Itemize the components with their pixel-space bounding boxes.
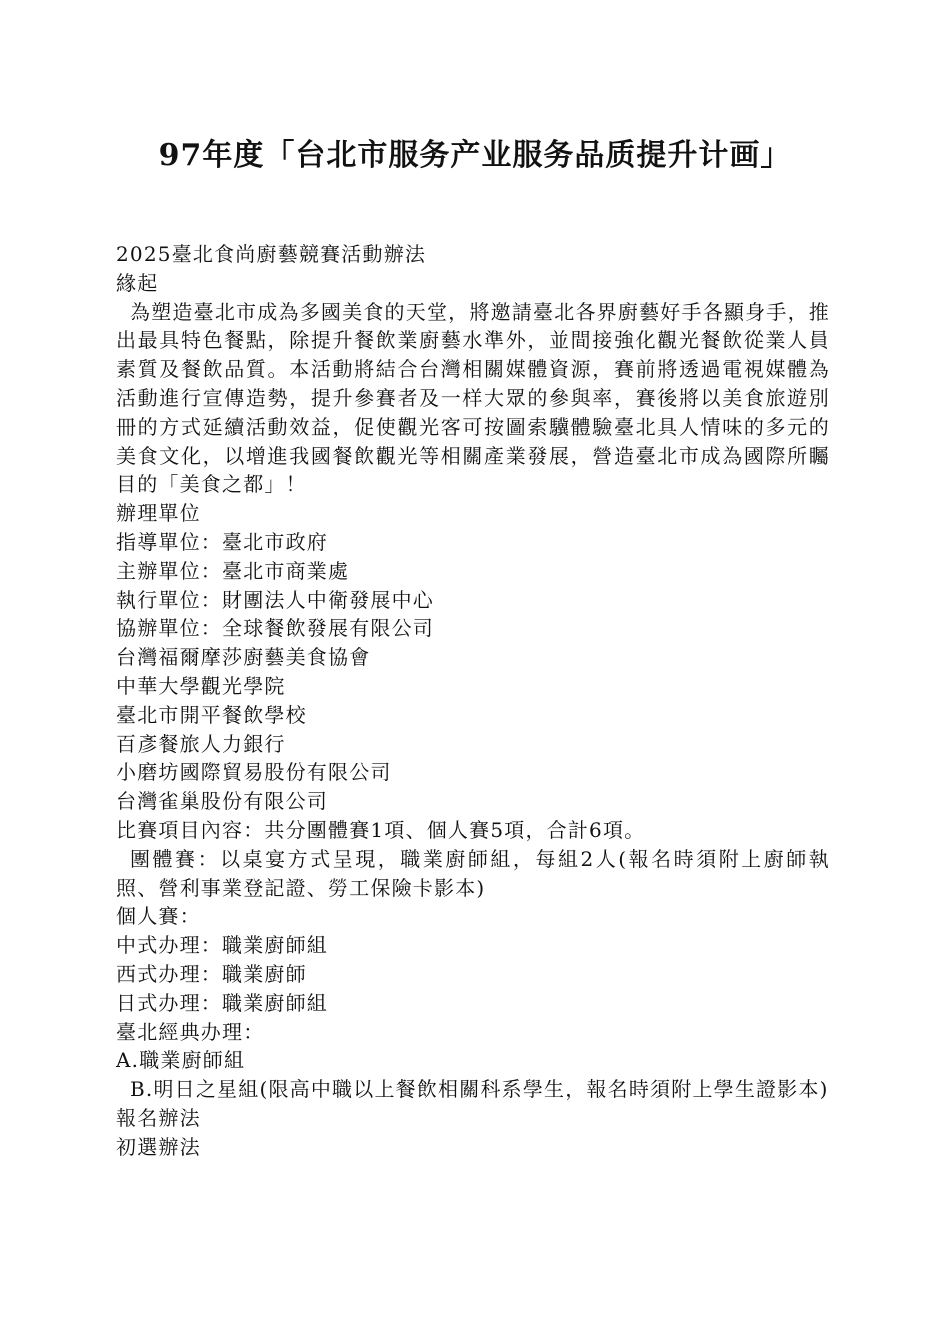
section-origin: 緣起 — [116, 270, 159, 295]
unit-item: 百彥餐旅人力銀行 — [116, 731, 286, 756]
unit-item: 主辦單位：臺北市商業處 — [116, 558, 350, 583]
unit-item: 小磨坊國際貿易股份有限公司 — [116, 760, 392, 785]
unit-item: 臺北市開平餐飲學校 — [116, 702, 307, 727]
section-registration: 報名辦法 — [116, 1105, 201, 1130]
section-preliminary: 初選辦法 — [116, 1134, 201, 1159]
unit-item: 協辦單位：全球餐飲發展有限公司 — [116, 616, 434, 641]
unit-item: 指導單位：臺北市政府 — [116, 529, 328, 554]
unit-item: 台灣雀巢股份有限公司 — [116, 789, 328, 814]
individual-item: 臺北經典办理： — [116, 1019, 265, 1044]
unit-item: 中華大學觀光學院 — [116, 673, 286, 698]
unit-item: 台灣福爾摩莎廚藝美食協會 — [116, 645, 371, 670]
event-heading: 2025臺北食尚廚藝競賽活動辦法 — [116, 242, 427, 266]
classic-group: B.明日之星組(限高中職以上餐飲相關科系學生，報名時須附上學生證影本) — [130, 1077, 829, 1102]
individual-item: 西式办理：職業廚師 — [116, 961, 307, 986]
document-body — [116, 240, 830, 1162]
individual-item: 中式办理：職業廚師組 — [116, 933, 328, 958]
classic-group: A.職業廚師組 — [116, 1048, 246, 1073]
section-units: 辦理單位 — [116, 501, 201, 526]
document-title: 97年度「台北市服务产业服务品质提升计画」 — [158, 138, 792, 173]
events-summary: 比賽項目內容：共分團體賽1項、個人賽5項，合計6項。 — [116, 817, 646, 842]
individual-item: 日式办理：職業廚師組 — [116, 990, 328, 1015]
unit-item: 執行單位：財團法人中衛發展中心 — [116, 587, 434, 612]
intro-paragraph: 為塑造臺北市成為多國美食的天堂，將邀請臺北各界廚藝好手各顯身手，推出最具特色餐點，除提升餐飲業廚藝水準外，並間接強化觀光餐飲從業人員素質及餐飲品質。本活動將結合台灣相關媒體資源，賽前將透過電視媒體為活動進行宣傳造勢，提升參賽者及一样大眾的參與率，賽後將以美食旅遊別冊的方式延續活動效益，促使觀光客可按圖索驥體驗臺北具人情味的多元的美食文化，以增進我國餐飲觀光等相關產業發展，營造臺北市成為國際所矚目的「美食之都」！ — [116, 299, 830, 497]
team-event: 團體賽：以桌宴方式呈現，職業廚師組，每組2人(報名時須附上廚師執照、營利事業登記證、勞工保險卡影本) — [116, 846, 830, 900]
individual-label: 個人賽： — [116, 904, 201, 929]
